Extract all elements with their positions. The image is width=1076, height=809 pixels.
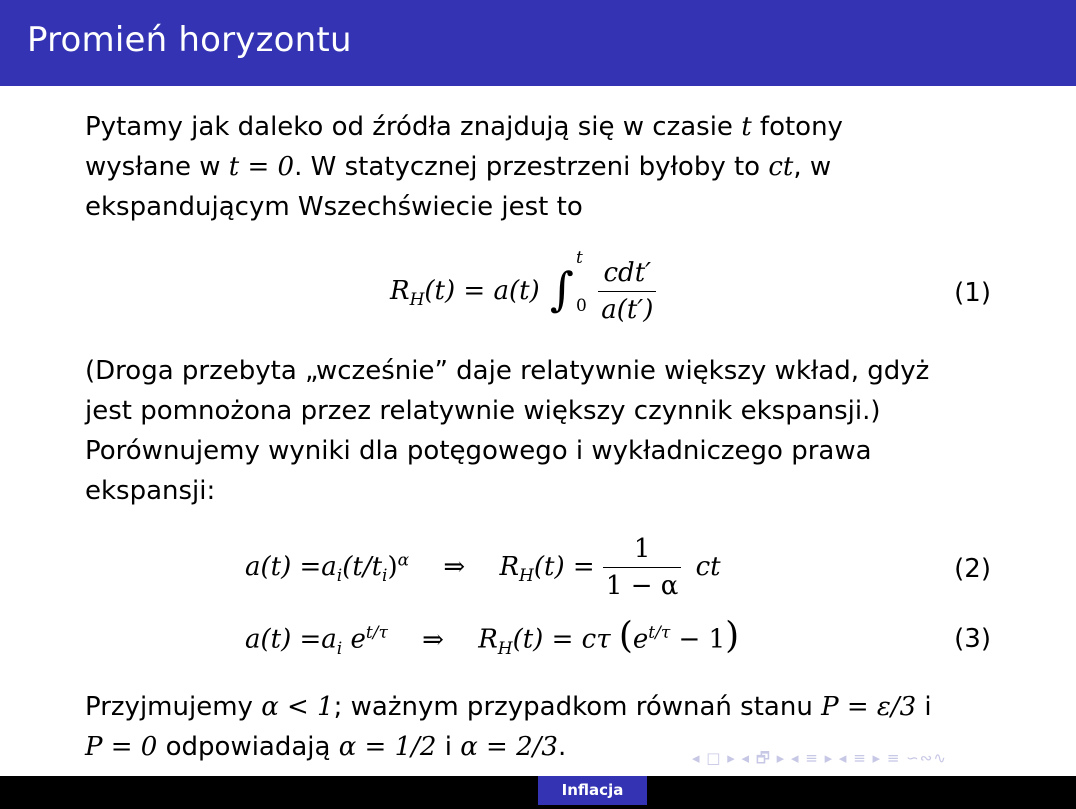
math-expr: − 1	[670, 624, 726, 655]
math-subscript: H	[497, 638, 513, 659]
big-paren: (	[618, 615, 633, 657]
equation-1	[85, 247, 991, 327]
math-var: t	[741, 112, 752, 142]
math-superscript: t/τ	[365, 623, 388, 643]
text: fotony	[751, 112, 843, 142]
text: ekspansji:	[85, 476, 216, 506]
slide-title: Promień horyzontu	[27, 20, 352, 60]
text: Przyjmujemy	[85, 692, 262, 722]
math-expr: ct	[695, 552, 721, 582]
text: i	[436, 732, 461, 762]
integral-upper: t	[575, 247, 583, 268]
text: wysłane w	[85, 152, 229, 182]
math-expr: ct	[768, 152, 794, 182]
equation-3	[85, 607, 991, 667]
math-expr: (t/t	[342, 552, 383, 582]
math-expr: (t) = cτ	[512, 624, 611, 655]
integral-sign: ∫	[549, 262, 574, 316]
math-expr: a(t) =a	[245, 552, 337, 582]
math-symbol: R	[478, 624, 498, 655]
math-symbol: R	[499, 552, 520, 582]
math-expr: P = ε/3	[821, 692, 917, 722]
numerator: 1	[603, 531, 681, 568]
text: (Droga przebyta „wcześnie” daje relatywnie większy wkład, gdyż	[85, 356, 930, 386]
text: , w	[793, 152, 832, 182]
equation-2	[85, 527, 991, 601]
footer-label-text: Inflacja	[561, 781, 624, 799]
fraction	[603, 531, 681, 604]
footer-section-label	[538, 776, 647, 805]
math-superscript: α	[397, 550, 410, 571]
math-superscript: t/τ	[648, 623, 671, 643]
text: jest pomnożona przez relatywnie większy czynnik ekspansji.)	[85, 396, 881, 426]
math-expr: (t) = a(t)	[424, 276, 540, 306]
math-subscript: i	[336, 566, 343, 587]
big-paren: )	[725, 615, 740, 657]
math-expr: (t) =	[533, 552, 595, 582]
text: i	[916, 692, 932, 722]
integral-lower: 0	[575, 295, 587, 316]
math-expr: a(t) =a	[245, 624, 337, 655]
text: Pytamy jak daleko od źródła znajdują się w czasie	[85, 112, 742, 142]
text: Porównujemy wyniki dla potęgowego i wykładniczego prawa	[85, 436, 872, 466]
implies-arrow: ⇒	[422, 624, 444, 655]
slide-title-bar	[0, 0, 1076, 86]
equation-number: (1)	[954, 278, 991, 308]
fraction	[598, 255, 656, 328]
text: ekspandującym Wszechświecie jest to	[85, 192, 583, 222]
implies-arrow: ⇒	[443, 552, 466, 582]
math-expr: α = 2/3	[460, 732, 558, 762]
denominator: a(t′)	[601, 295, 654, 325]
integral-limits	[575, 247, 590, 316]
math-symbol: e	[350, 624, 366, 655]
paragraph-intro	[85, 107, 1005, 227]
math-expr: P = 0	[85, 732, 158, 762]
footer-bar	[0, 776, 1076, 809]
math-symbol: e	[632, 624, 649, 655]
math-subscript: H	[409, 290, 425, 311]
math-expr: α < 1	[261, 692, 334, 722]
equation-number: (2)	[954, 554, 991, 584]
math-subscript: H	[519, 566, 534, 587]
math-symbol: R	[390, 276, 410, 306]
paragraph-comparison	[85, 351, 1005, 511]
denominator: 1 − α	[605, 571, 679, 601]
math-subscript: i	[336, 638, 343, 659]
numerator: cdt′	[598, 255, 656, 292]
math-expr: )	[387, 552, 398, 582]
text: ; ważnym przypadkom równań stanu	[333, 692, 822, 722]
beamer-navigation-icons[interactable]: ◂ □ ▸ ◂ 🗗 ▸ ◂ ≡ ▸ ◂ ≡ ▸ ≡ ∽∾∿	[692, 749, 947, 767]
math-expr: α = 1/2	[338, 732, 437, 762]
math-expr: t = 0	[228, 152, 295, 182]
math-subscript: i	[382, 566, 388, 587]
text: odpowiadają	[157, 732, 339, 762]
text: .	[557, 732, 567, 762]
equation-number: (3)	[954, 624, 991, 654]
text: . W statycznej przestrzeni byłoby to	[294, 152, 769, 182]
